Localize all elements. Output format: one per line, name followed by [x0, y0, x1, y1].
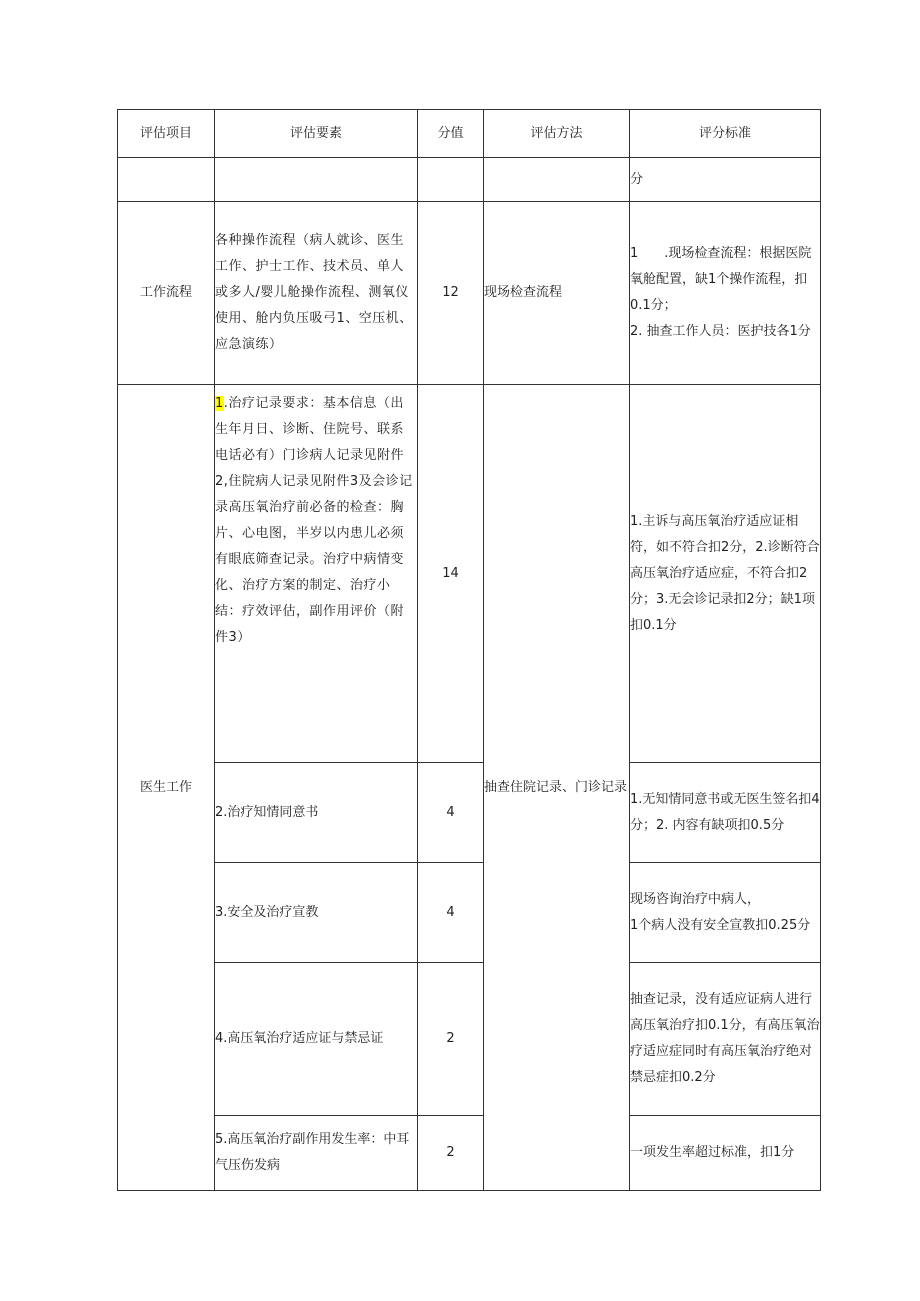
- table-row-doctor-2: [118, 763, 821, 863]
- criteria-cell: 抽查记录，没有适应证病人进行高压氧治疗扣0.1分，有高压氧治疗适应症同时有高压氧治疗绝对禁忌症扣0.2分: [630, 963, 821, 1116]
- element-text: .治疗记录要求：基本信息（出生年月日、诊断、住院号、联系电话必有）门诊病人记录见附件2,住院病人记录见附件3及会诊记录高压氧治疗前必备的检查：胸片、心电图，半岁以内患儿必须有眼底筛查记录。治疗中病情变化、治疗方案的制定、治疗小结：疗效评估，副作用评价（附件3）: [215, 396, 413, 645]
- empty-cell: [215, 158, 418, 202]
- table-row-doctor-3: [118, 863, 821, 963]
- header-criteria: 评分标准: [630, 110, 821, 158]
- method-cell: 现场检查流程: [484, 202, 630, 385]
- criteria-cell: [630, 202, 821, 385]
- element-cell: 5.高压氧治疗副作用发生率：中耳气压伤发病: [215, 1116, 418, 1191]
- header-row: [118, 110, 821, 158]
- criteria-cell: 现场咨询治疗中病人， 1个病人没有安全宣教扣0.25分: [630, 863, 821, 963]
- highlighted-number: 1: [215, 396, 224, 411]
- item-cell: 工作流程: [118, 202, 215, 385]
- item-cell: 医生工作: [118, 385, 215, 1191]
- criteria-cell: 1.主诉与高压氧治疗适应证相符，如不符合扣2分，2.诊断符合高压氧治疗适应症，不符合扣2分；3.无会诊记录扣2分；缺1项扣0.1分: [630, 385, 821, 763]
- header-item: 评估项目: [118, 110, 215, 158]
- table-row-doctor-5: [118, 1116, 821, 1191]
- element-cell: 2.治疗知情同意书: [215, 763, 418, 863]
- empty-cell: [118, 158, 215, 202]
- method-cell: 抽查住院记录、门诊记录: [484, 385, 630, 1191]
- header-element: 评估要素: [215, 110, 418, 158]
- header-score: 分值: [418, 110, 484, 158]
- score-cell: 2: [418, 1116, 484, 1191]
- criteria-line: 1 .现场检查流程：根据医院氧舱配置，缺1个操作流程，扣0.1分；: [630, 246, 812, 313]
- table-row-workflow: [118, 202, 821, 385]
- criteria-cell: 一项发生率超过标准，扣1分: [630, 1116, 821, 1191]
- evaluation-table: [117, 109, 821, 1191]
- element-cell: 3.安全及治疗宣教: [215, 863, 418, 963]
- element-cell: [215, 385, 418, 763]
- score-cell: 2: [418, 963, 484, 1116]
- criteria-line: 2. 抽查工作人员：医护技各1分: [630, 324, 811, 339]
- empty-cell: [418, 158, 484, 202]
- table-row-doctor-1: [118, 385, 821, 763]
- header-method: 评估方法: [484, 110, 630, 158]
- element-cell: 各种操作流程（病人就诊、医生工作、护士工作、技术员、单人或多人/婴儿舱操作流程、测氧仪使用、舱内负压吸弓1、空压机、应急演练）: [215, 202, 418, 385]
- element-cell: 4.高压氧治疗适应证与禁忌证: [215, 963, 418, 1116]
- score-cell: 4: [418, 863, 484, 963]
- table-row-continued: [118, 158, 821, 202]
- score-cell: 4: [418, 763, 484, 863]
- criteria-cell: 分: [630, 158, 821, 202]
- criteria-cell: 1.无知情同意书或无医生签名扣4分；2. 内容有缺项扣0.5分: [630, 763, 821, 863]
- score-cell: 12: [418, 202, 484, 385]
- score-cell: 14: [418, 385, 484, 763]
- table-row-doctor-4: [118, 963, 821, 1116]
- empty-cell: [484, 158, 630, 202]
